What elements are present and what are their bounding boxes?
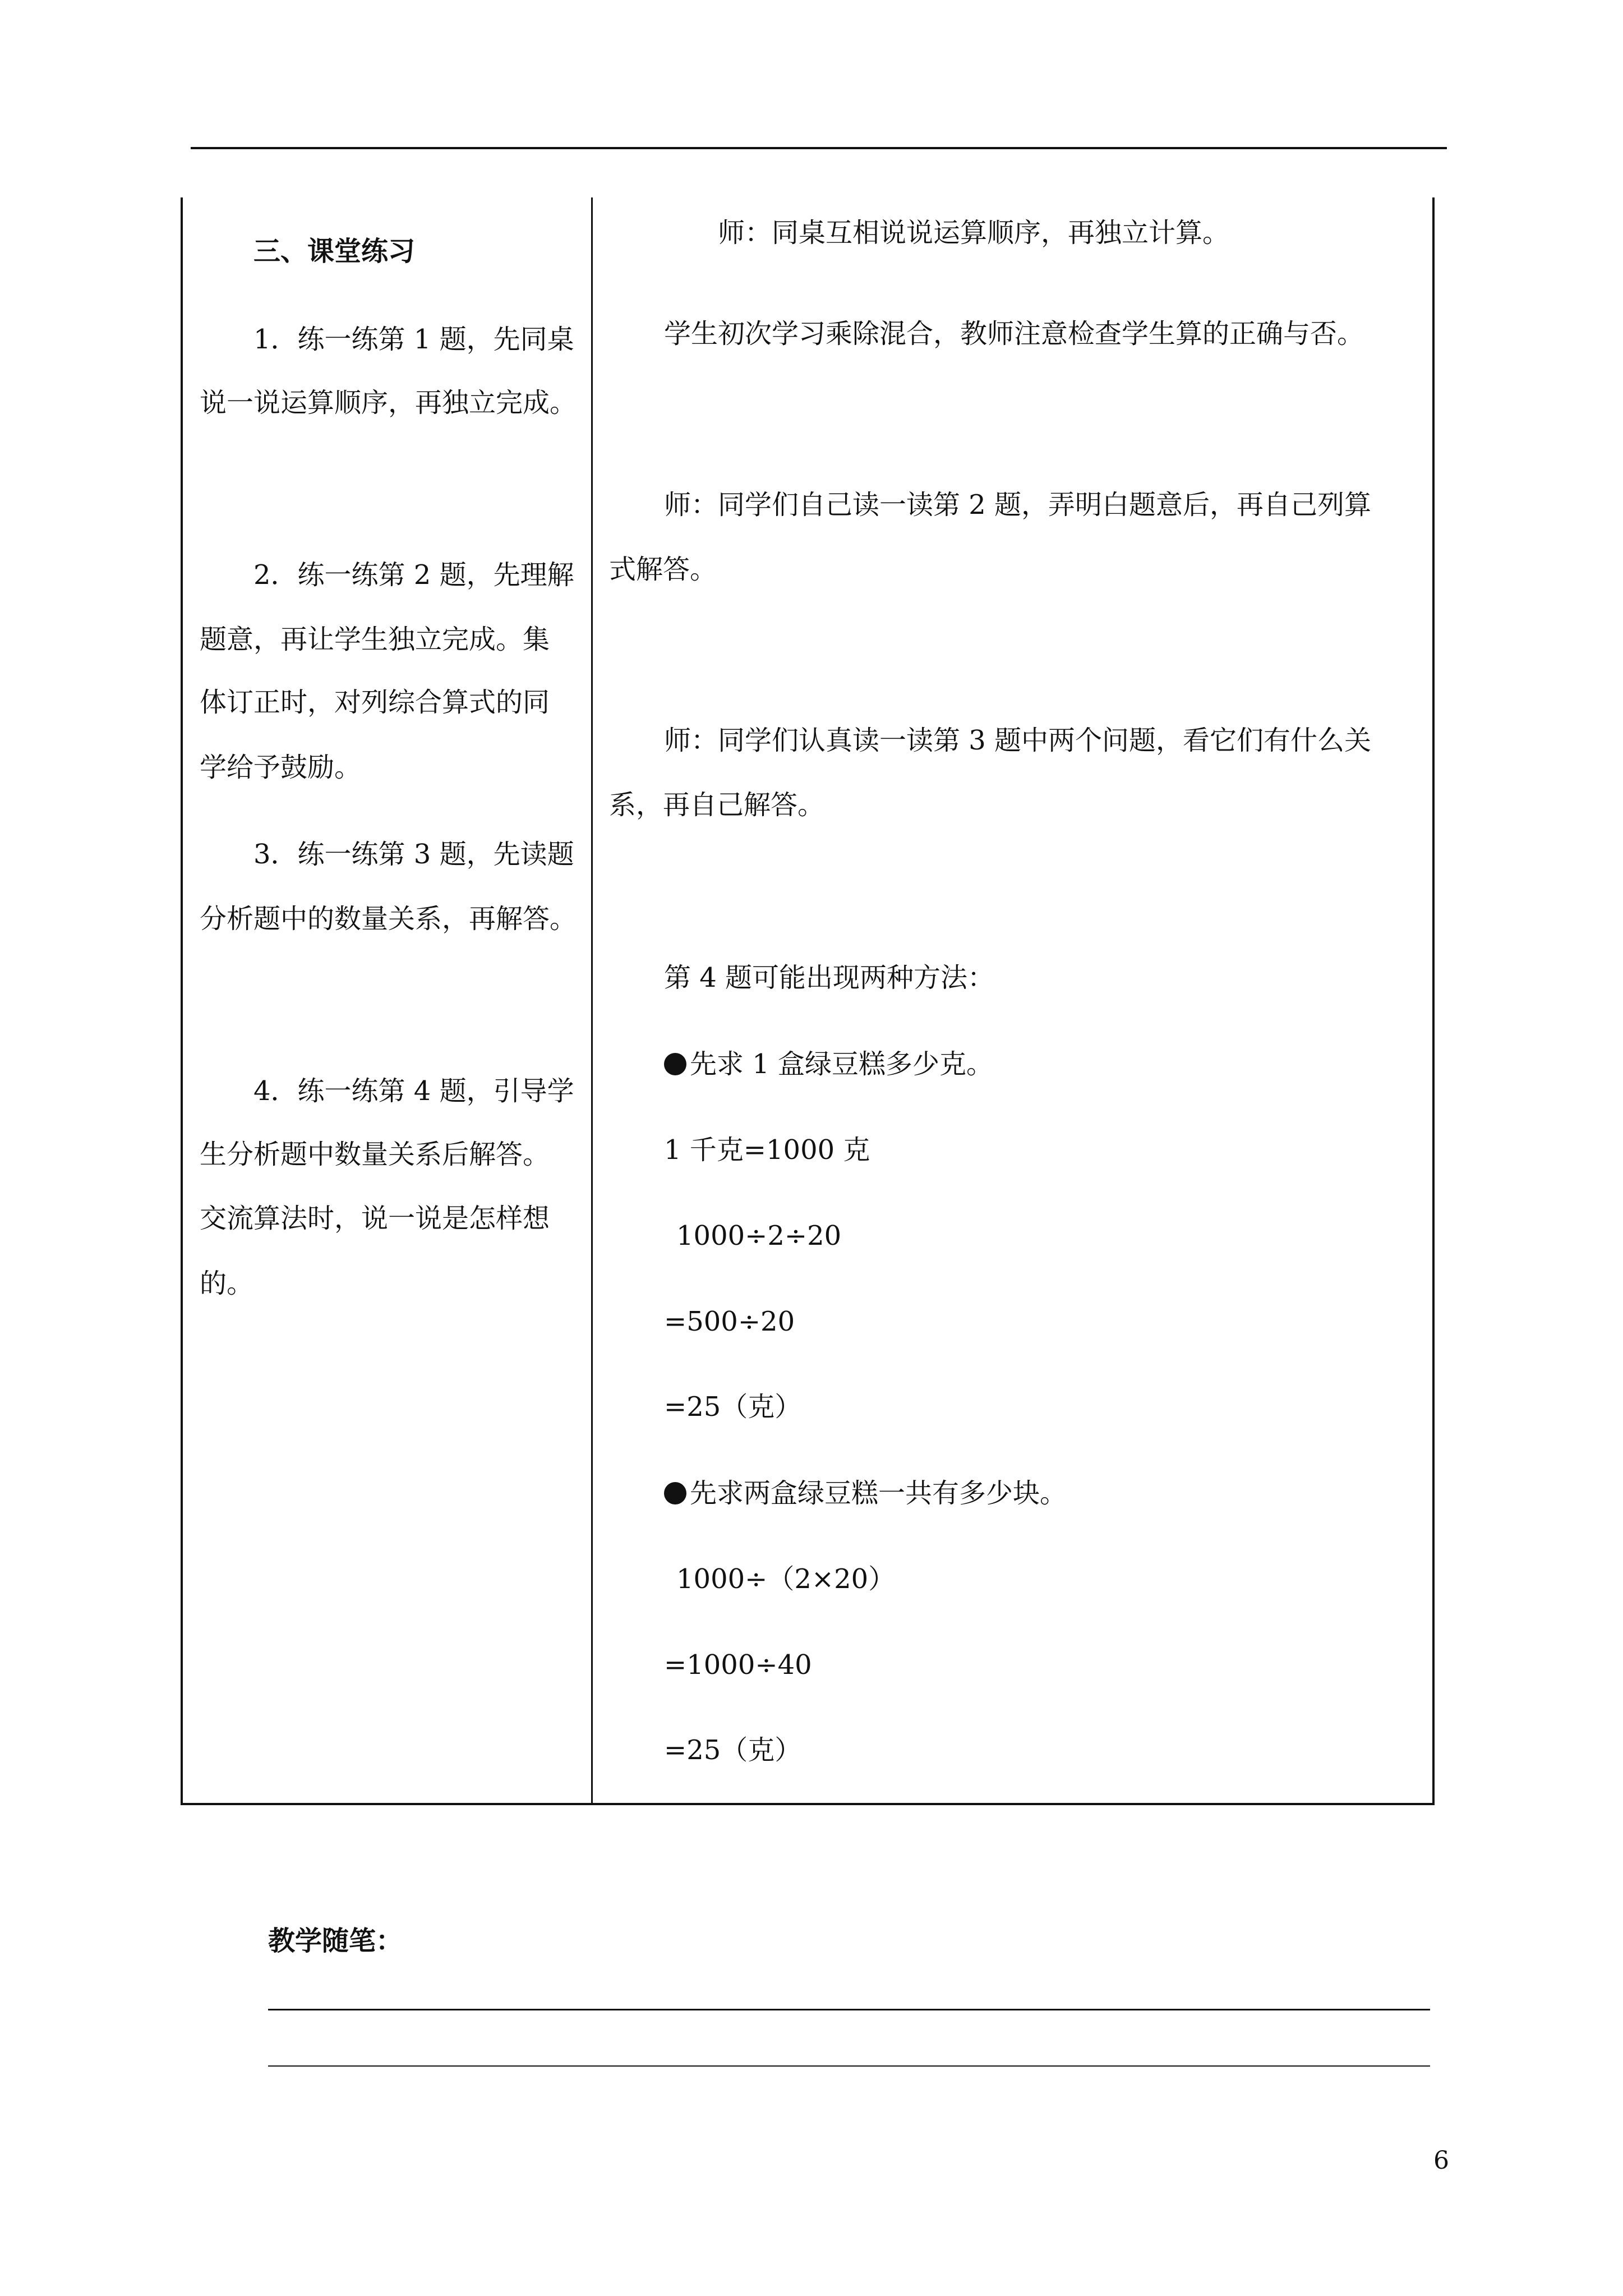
method-2-title-text: 先求两盒绿豆糕一共有多少块。 <box>690 1478 1067 1509</box>
right-para-1: 师：同桌互相说说运算顺序，再独立计算。 <box>718 217 1230 249</box>
method-1-title-text: 先求 1 盒绿豆糕多少克。 <box>690 1048 994 1080</box>
notes-line-2 <box>268 2065 1430 2067</box>
left-item-1-line-1: 1．练一练第 1 题，先同桌 <box>253 324 574 355</box>
table-right-border <box>1432 197 1435 1805</box>
page-number: 6 <box>1433 2146 1449 2175</box>
method-1-title <box>664 1047 993 1081</box>
header-rule <box>191 147 1447 149</box>
method-2-line-2: =1000÷40 <box>664 1649 812 1681</box>
left-item-3-line-2: 分析题中的数量关系，再解答。 <box>200 903 577 935</box>
left-item-4-line-3: 交流算法时，说一说是怎样想 <box>200 1203 550 1234</box>
right-para-3-line-2: 式解答。 <box>609 554 717 585</box>
method-2-line-1: 1000÷（2×20） <box>676 1563 896 1595</box>
method-1-line-3: =500÷20 <box>664 1306 795 1337</box>
right-para-4-line-1: 师：同学们认真读一读第 3 题中两个问题，看它们有什么关 <box>664 725 1372 756</box>
method-2-line-3: =25（克） <box>664 1734 802 1766</box>
left-item-2-line-4: 学给予鼓励。 <box>200 752 362 783</box>
left-item-4-line-4: 的。 <box>200 1268 254 1299</box>
left-item-4-line-2: 生分析题中数量关系后解答。 <box>200 1139 550 1170</box>
right-para-5: 第 4 题可能出现两种方法： <box>664 962 995 993</box>
left-item-2-line-2: 题意，再让学生独立完成。集 <box>200 624 550 655</box>
method-1-line-4: =25（克） <box>664 1391 802 1423</box>
table-bottom-border <box>181 1803 1435 1805</box>
section-title: 三、课堂练习 <box>253 236 416 267</box>
method-2-title <box>664 1476 1067 1510</box>
right-para-4-line-2: 系，再自己解答。 <box>609 789 825 821</box>
bullet-icon <box>664 1053 686 1075</box>
bullet-icon <box>664 1482 686 1504</box>
left-item-3-line-1: 3．练一练第 3 题，先读题 <box>253 839 574 870</box>
right-para-3-line-1: 师：同学们自己读一读第 2 题，弄明白题意后，再自己列算 <box>664 489 1372 521</box>
table-middle-border <box>591 197 593 1805</box>
notes-line-1 <box>268 2009 1430 2010</box>
notes-label: 教学随笔： <box>268 1925 403 1957</box>
left-item-1-line-2: 说一说运算顺序，再独立完成。 <box>200 387 577 418</box>
method-1-line-1: 1 千克=1000 克 <box>664 1134 870 1166</box>
left-item-2-line-1: 2．练一练第 2 题，先理解 <box>253 559 574 591</box>
right-para-2: 学生初次学习乘除混合，教师注意检查学生算的正确与否。 <box>664 318 1364 349</box>
left-item-2-line-3: 体订正时，对列综合算式的同 <box>200 687 550 718</box>
table-left-border <box>181 197 183 1805</box>
left-item-4-line-1: 4．练一练第 4 题，引导学 <box>253 1075 574 1107</box>
method-1-line-2: 1000÷2÷20 <box>676 1220 842 1251</box>
